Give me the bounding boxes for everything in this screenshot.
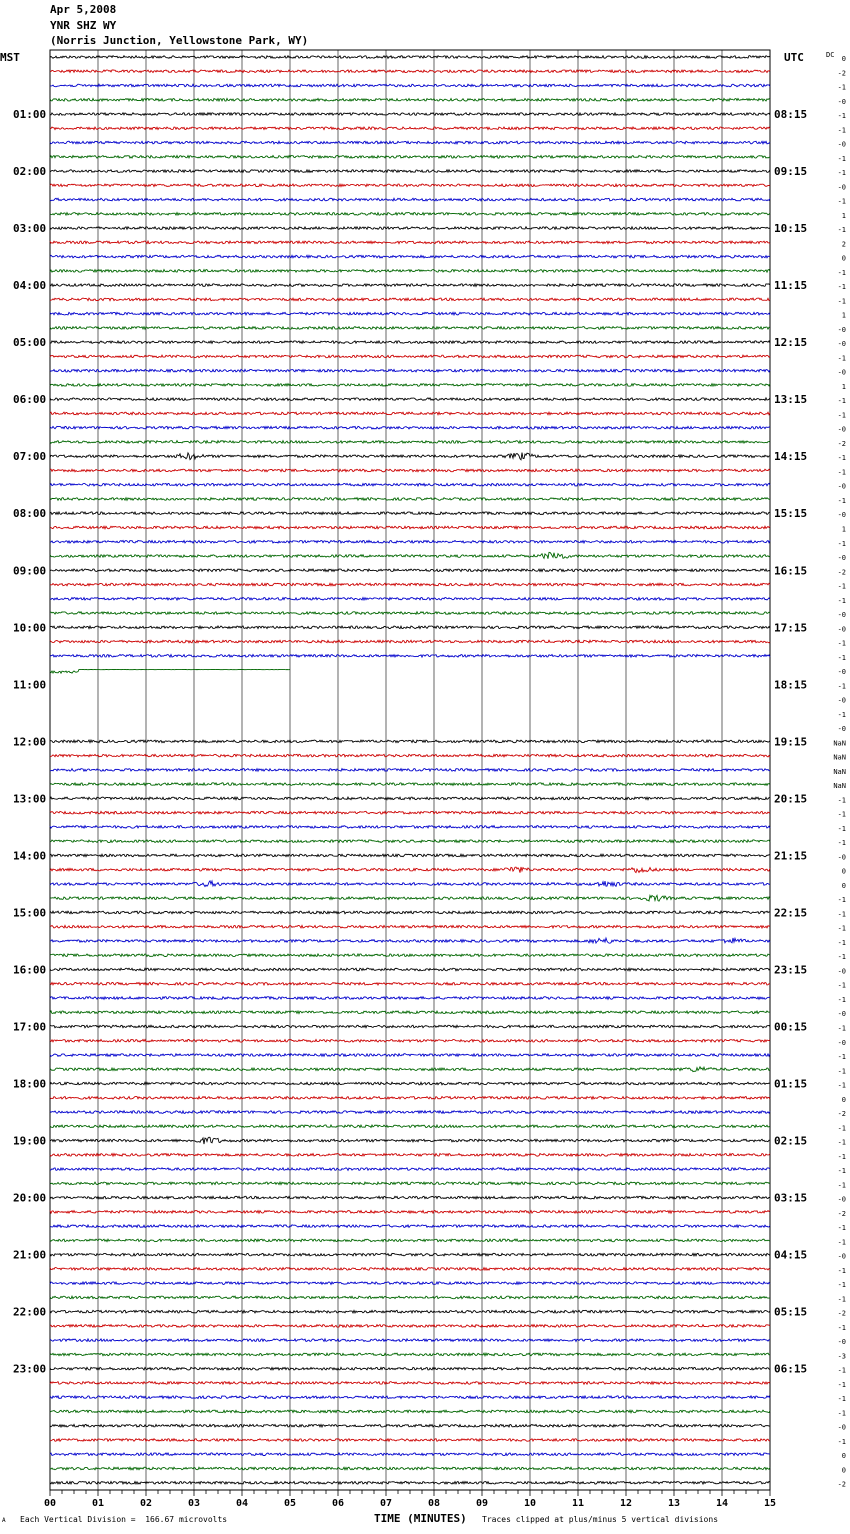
hour-label-mst: 05:00 [13, 336, 47, 350]
dc-offset-header: DC [826, 51, 835, 59]
seismic-trace [50, 1310, 770, 1313]
seismic-trace [50, 1054, 770, 1057]
dc-offset-value: -1 [837, 896, 846, 905]
seismic-trace [50, 156, 770, 159]
seismic-trace [50, 1211, 770, 1214]
dc-offset-value: -1 [837, 682, 846, 691]
dc-offset-value: -1 [837, 197, 846, 206]
seismic-trace [50, 469, 770, 472]
seismic-trace [50, 1011, 770, 1014]
seismic-trace [50, 569, 770, 572]
hour-label-mst: 12:00 [13, 735, 47, 749]
x-tick-label: 06 [331, 1498, 345, 1509]
hour-label-mst: 09:00 [13, 564, 47, 578]
dc-offset-value: -1 [837, 1124, 846, 1133]
dc-offset-value: -1 [837, 596, 846, 605]
hour-label-mst: 08:00 [13, 507, 47, 521]
seismic-trace [50, 1268, 770, 1271]
seismic-trace [50, 1239, 770, 1242]
seismic-trace [50, 298, 770, 301]
dc-offset-value: -0 [837, 725, 846, 734]
hour-label-utc: 19:15 [774, 735, 808, 749]
dc-offset-value: -1 [837, 824, 846, 833]
dc-offset-value: -1 [837, 1323, 846, 1332]
dc-offset-value: -1 [837, 1138, 846, 1147]
hour-label-utc: 12:15 [774, 336, 808, 350]
dc-offset-value: -1 [837, 297, 846, 306]
dc-offset-value: NaN [833, 739, 846, 748]
seismic-trace [50, 498, 770, 501]
seismic-trace [50, 1282, 770, 1285]
dc-offset-value: -1 [837, 539, 846, 548]
dc-offset-value: -1 [837, 938, 846, 947]
seismic-trace [50, 925, 770, 928]
dc-offset-value: 0 [841, 1452, 846, 1461]
dc-offset-value: -1 [837, 1295, 846, 1304]
seismic-trace [50, 512, 770, 515]
seismic-trace [50, 1439, 770, 1442]
scale-note: Each Vertical Division = 166.67 microvolts [20, 1515, 228, 1524]
dc-offset-value: -1 [837, 981, 846, 990]
dc-offset-value: -2 [837, 439, 846, 448]
dc-offset-value: -1 [837, 1437, 846, 1446]
x-tick-label: 04 [235, 1498, 249, 1509]
seismic-trace [50, 270, 770, 273]
hour-label-mst: 20:00 [13, 1191, 47, 1205]
seismic-trace [50, 1097, 770, 1100]
seismic-trace [50, 1410, 770, 1413]
seismic-trace [50, 141, 770, 144]
dc-offset-value: 0 [841, 1466, 846, 1475]
dc-offset-value: -0 [837, 183, 846, 192]
x-tick-label: 11 [571, 1498, 585, 1509]
dc-offset-value: 2 [841, 240, 846, 249]
hour-label-utc: 04:15 [774, 1248, 808, 1262]
x-tick-label: 08 [427, 1498, 441, 1509]
seismic-trace [50, 1467, 770, 1470]
seismic-trace [50, 70, 770, 73]
dc-offset-value: -0 [837, 1338, 846, 1347]
seismic-trace [50, 740, 770, 743]
seismic-trace [50, 241, 770, 244]
dc-offset-value: -1 [837, 1224, 846, 1233]
seismic-trace [50, 1125, 770, 1128]
dc-offset-value: 0 [841, 254, 846, 263]
dc-offset-value: -1 [837, 810, 846, 819]
dc-offset-value: NaN [833, 767, 846, 776]
hour-label-utc: 08:15 [774, 108, 808, 122]
dc-offset-value: -1 [837, 496, 846, 505]
seismic-trace [50, 98, 770, 101]
seismic-trace [50, 441, 770, 444]
hour-label-mst: 11:00 [13, 678, 47, 692]
dc-offset-value: -0 [837, 1038, 846, 1047]
hour-label-mst: 03:00 [13, 222, 47, 236]
seismic-trace [50, 797, 770, 800]
dc-offset-value: 0 [841, 881, 846, 890]
dc-offset-value: -1 [837, 1152, 846, 1161]
dc-offset-value: -1 [837, 1366, 846, 1375]
seismic-trace [50, 911, 770, 914]
seismic-trace [50, 552, 770, 558]
seismic-trace [50, 1039, 770, 1042]
seismic-trace [50, 312, 770, 315]
dc-offset-value: -1 [837, 1395, 846, 1404]
dc-offset-value: -0 [837, 668, 846, 677]
dc-offset-value: -1 [837, 1380, 846, 1389]
hour-label-utc: 06:15 [774, 1362, 808, 1376]
seismic-trace [50, 854, 770, 857]
seismic-trace [50, 1325, 770, 1328]
dc-offset-value: -0 [837, 967, 846, 976]
hour-label-mst: 14:00 [13, 849, 47, 863]
seismic-trace [50, 968, 770, 971]
seismic-trace [50, 56, 770, 59]
seismic-trace [50, 669, 290, 673]
footer-mark: A [2, 1517, 6, 1524]
hour-label-mst: 06:00 [13, 393, 47, 407]
dc-offset-value: -0 [837, 1423, 846, 1432]
dc-offset-value: -2 [837, 1480, 846, 1489]
seismic-trace [50, 612, 770, 615]
hour-label-utc: 23:15 [774, 963, 808, 977]
seismic-trace [50, 1382, 770, 1385]
seismic-trace [50, 626, 770, 629]
hour-label-utc: 02:15 [774, 1134, 808, 1148]
seismic-trace [50, 938, 770, 943]
seismic-trace [50, 583, 770, 586]
dc-offset-value: -1 [837, 1238, 846, 1247]
seismic-trace [50, 1481, 770, 1484]
dc-offset-value: -1 [837, 1281, 846, 1290]
dc-offset-value: -2 [837, 69, 846, 78]
hour-label-utc: 15:15 [774, 507, 808, 521]
seismic-trace [50, 398, 770, 401]
dc-offset-value: -1 [837, 169, 846, 178]
dc-offset-value: -2 [837, 1110, 846, 1119]
seismic-trace [50, 426, 770, 429]
dc-offset-value: -1 [837, 226, 846, 235]
hour-label-utc: 20:15 [774, 792, 808, 806]
hour-label-utc: 14:15 [774, 450, 808, 464]
seismic-trace [50, 840, 770, 843]
seismic-trace [50, 881, 770, 887]
hour-label-utc: 05:15 [774, 1305, 808, 1319]
header-date: Apr 5,2008 [50, 3, 117, 16]
dc-offset-value: -0 [837, 368, 846, 377]
hour-label-utc: 16:15 [774, 564, 808, 578]
dc-offset-value: -0 [837, 97, 846, 106]
seismic-trace [50, 1225, 770, 1228]
seismic-trace [50, 198, 770, 201]
dc-offset-value: -1 [837, 83, 846, 92]
x-tick-label: 02 [139, 1498, 153, 1509]
dc-offset-value: -1 [837, 126, 846, 135]
seismic-trace [50, 1111, 770, 1114]
dc-offset-value: -1 [837, 910, 846, 919]
seismic-trace [50, 1296, 770, 1299]
dc-offset-value: -1 [837, 154, 846, 163]
dc-offset-value: -0 [837, 425, 846, 434]
dc-offset-value: -1 [837, 639, 846, 648]
seismic-trace [50, 412, 770, 415]
seismic-trace [50, 655, 770, 658]
time-axis [44, 1490, 776, 1509]
dc-offset-value: -3 [837, 1352, 846, 1361]
seismic-trace [50, 1067, 770, 1072]
seismic-trace [50, 1396, 770, 1399]
hour-label-utc: 21:15 [774, 849, 808, 863]
dc-offset-value: -1 [837, 1266, 846, 1275]
seismic-trace [50, 540, 770, 543]
x-tick-label: 05 [283, 1498, 297, 1509]
dc-offset-value: -1 [837, 1067, 846, 1076]
seismic-traces [50, 56, 770, 1484]
seismic-trace [50, 227, 770, 230]
dc-offset-value: -0 [837, 554, 846, 563]
dc-offset-value: -1 [837, 995, 846, 1004]
seismic-trace [50, 811, 770, 814]
hour-label-mst: 04:00 [13, 279, 47, 293]
seismic-trace [50, 213, 770, 216]
dc-offset-value: -1 [837, 653, 846, 662]
seismic-trace [50, 1182, 770, 1185]
seismic-trace [50, 255, 770, 258]
dc-offset-value: 0 [841, 867, 846, 876]
x-tick-label: 14 [715, 1498, 729, 1509]
seismic-trace [50, 1353, 770, 1356]
seismic-trace [50, 640, 770, 643]
seismic-trace [50, 1253, 770, 1256]
dc-offset-value: -1 [837, 454, 846, 463]
hour-label-utc: 22:15 [774, 906, 808, 920]
seismic-trace [50, 1168, 770, 1171]
hour-label-mst: 10:00 [13, 621, 47, 635]
dc-offset-value: -1 [837, 1024, 846, 1033]
dc-offset-value: 0 [841, 1095, 846, 1104]
x-tick-label: 01 [91, 1498, 105, 1509]
seismic-trace [50, 783, 770, 786]
x-tick-label: 03 [187, 1498, 201, 1509]
dc-offset-value: -2 [837, 568, 846, 577]
hour-label-utc: 18:15 [774, 678, 808, 692]
hour-label-mst: 01:00 [13, 108, 47, 122]
seismic-trace [50, 826, 770, 829]
hour-label-utc: 17:15 [774, 621, 808, 635]
x-tick-label: 09 [475, 1498, 489, 1509]
dc-offset-value: -0 [837, 853, 846, 862]
dc-offset-value: -1 [837, 112, 846, 121]
dc-offset-value: -1 [837, 582, 846, 591]
hour-label-mst: 13:00 [13, 792, 47, 806]
hour-label-mst: 16:00 [13, 963, 47, 977]
dc-offset-value: -1 [837, 710, 846, 719]
seismic-trace [50, 483, 770, 486]
dc-offset-value: -0 [837, 696, 846, 705]
seismic-trace [50, 769, 770, 772]
hour-label-utc: 10:15 [774, 222, 808, 236]
dc-offset-value: -0 [837, 611, 846, 620]
seismic-trace [50, 127, 770, 130]
clip-note: Traces clipped at plus/minus 5 vertical divisions [482, 1515, 719, 1524]
dc-offset-value: -1 [837, 1181, 846, 1190]
hour-label-mst: 23:00 [13, 1362, 47, 1376]
seismic-trace [50, 954, 770, 957]
dc-offset-value: -0 [837, 340, 846, 349]
dc-offset-value: -0 [837, 625, 846, 634]
dc-offset-value: -1 [837, 839, 846, 848]
hour-label-utc: 03:15 [774, 1191, 808, 1205]
dc-offset-value: -1 [837, 354, 846, 363]
dc-offset-value: -1 [837, 1053, 846, 1062]
dc-offset-value: -0 [837, 1195, 846, 1204]
hour-label-utc: 13:15 [774, 393, 808, 407]
x-tick-label: 10 [523, 1498, 537, 1509]
seismic-trace [50, 1424, 770, 1427]
right-timezone-label: UTC [784, 51, 804, 64]
x-tick-label: 00 [43, 1498, 57, 1509]
seismic-trace [50, 1154, 770, 1157]
hour-label-utc: 09:15 [774, 165, 808, 179]
hour-label-mst: 19:00 [13, 1134, 47, 1148]
x-axis-title: TIME (MINUTES) [374, 1512, 467, 1525]
seismic-trace [50, 597, 770, 600]
hour-label-mst: 07:00 [13, 450, 47, 464]
seismic-trace [50, 327, 770, 330]
dc-offset-value: NaN [833, 782, 846, 791]
dc-offset-value: -1 [837, 1409, 846, 1418]
dc-offset-value: -0 [837, 140, 846, 149]
x-tick-label: 07 [379, 1498, 393, 1509]
dc-offset-value: -0 [837, 482, 846, 491]
dc-offset-value: 1 [841, 525, 846, 534]
hour-label-mst: 18:00 [13, 1077, 47, 1091]
seismic-trace [50, 341, 770, 344]
seismic-trace [50, 369, 770, 372]
left-timezone-label: MST [0, 51, 20, 64]
x-tick-label: 12 [619, 1498, 633, 1509]
seismic-trace [50, 1025, 770, 1028]
dc-offset-value: 1 [841, 382, 846, 391]
dc-offset-value: -1 [837, 397, 846, 406]
dc-offset-value: -1 [837, 283, 846, 292]
hour-label-mst: 22:00 [13, 1305, 47, 1319]
dc-offset-value: -0 [837, 1010, 846, 1019]
hour-label-mst: 21:00 [13, 1248, 47, 1262]
seismic-trace [50, 982, 770, 985]
x-tick-label: 13 [667, 1498, 681, 1509]
dc-offset-value: -1 [837, 468, 846, 477]
hour-label-mst: 17:00 [13, 1020, 47, 1034]
dc-offset-value: -1 [837, 268, 846, 277]
dc-offset-value: 1 [841, 211, 846, 220]
seismic-trace [50, 1339, 770, 1342]
seismic-trace [50, 526, 770, 529]
dc-offset-value: -1 [837, 411, 846, 420]
seismic-trace [50, 284, 770, 287]
seismic-trace [50, 1367, 770, 1370]
dc-offset-value: 1 [841, 311, 846, 320]
seismic-trace [50, 113, 770, 116]
dc-offset-value: 0 [841, 55, 846, 63]
seismic-trace [50, 170, 770, 173]
dc-offset-value: -1 [837, 796, 846, 805]
dc-offset-value: -1 [837, 953, 846, 962]
seismic-trace [50, 84, 770, 87]
seismic-trace [50, 384, 770, 387]
dc-offset-value: -0 [837, 511, 846, 520]
seismic-trace [50, 867, 770, 873]
hour-label-mst: 15:00 [13, 906, 47, 920]
hour-label-mst: 02:00 [13, 165, 47, 179]
x-tick-label: 15 [763, 1498, 777, 1509]
dc-offset-value: -2 [837, 1209, 846, 1218]
seismic-trace [50, 895, 770, 901]
seismic-trace [50, 1082, 770, 1085]
header-location: (Norris Junction, Yellowstone Park, WY) [50, 34, 309, 47]
dc-offset-value: -1 [837, 1081, 846, 1090]
dc-offset-value: NaN [833, 753, 846, 762]
dc-offset-value: -0 [837, 1252, 846, 1261]
seismic-trace [50, 355, 770, 358]
dc-offset-value: -0 [837, 325, 846, 334]
header-station: YNR SHZ WY [50, 19, 117, 32]
seismic-trace [50, 1137, 770, 1144]
seismic-trace [50, 1453, 770, 1456]
seismic-trace [50, 1196, 770, 1199]
hour-label-utc: 01:15 [774, 1077, 808, 1091]
seismic-trace [50, 453, 770, 460]
dc-offset-value: -1 [837, 924, 846, 933]
dc-offset-value: -1 [837, 1167, 846, 1176]
seismic-trace [50, 754, 770, 757]
seismic-trace [50, 997, 770, 1000]
seismic-trace [50, 184, 770, 187]
hour-label-utc: 11:15 [774, 279, 808, 293]
dc-offset-value: -2 [837, 1309, 846, 1318]
hour-label-utc: 00:15 [774, 1020, 808, 1034]
